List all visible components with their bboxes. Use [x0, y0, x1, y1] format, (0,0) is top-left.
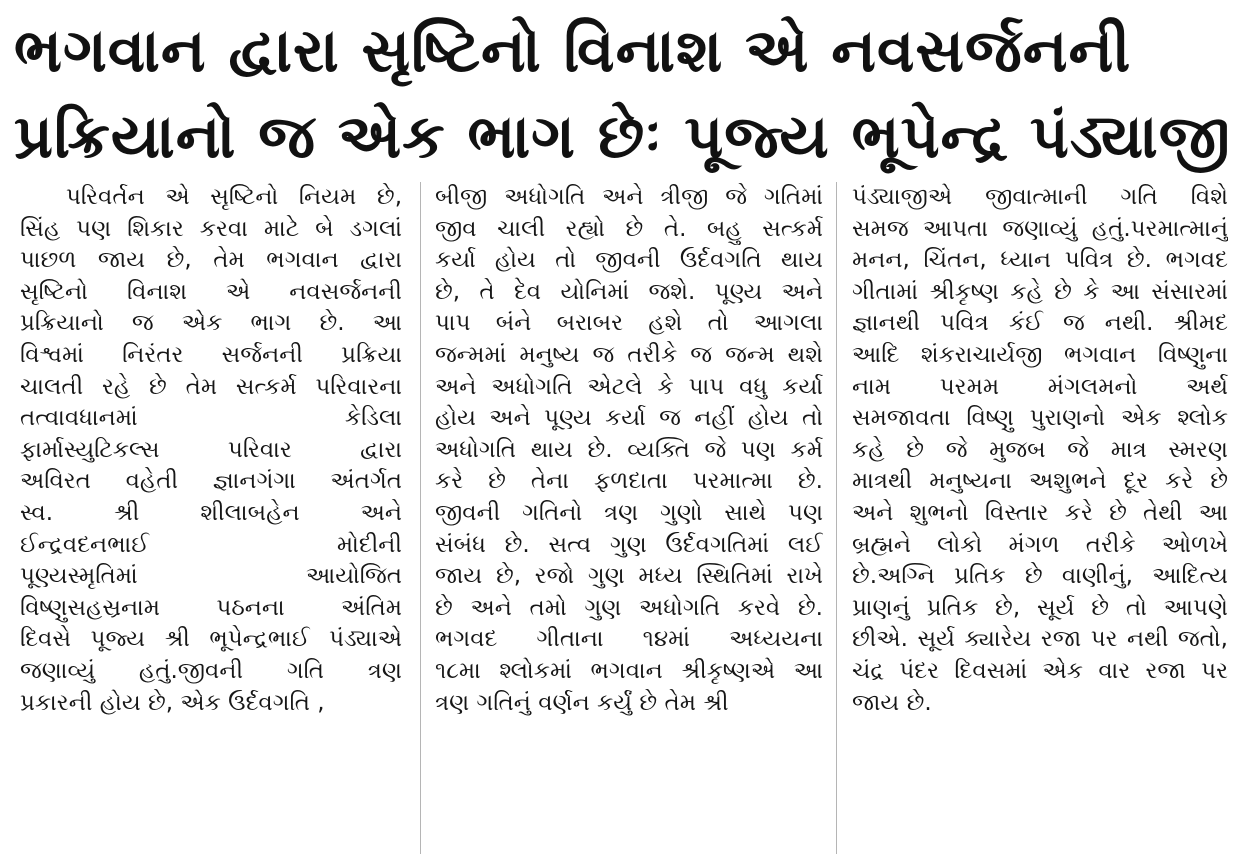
article-text-line: દિવસે પૂજ્ય શ્રી ભૂપેન્દ્રભાઈ પંડ્યાએ [20, 626, 402, 653]
article-text-line: પ્રકારની હોય છે, એક ઉર્દવગતિ , [20, 689, 325, 716]
article-text-line: ત્રણ ગતિનું વર્ણન કર્યું છે તેમ શ્રી [435, 689, 729, 716]
article-text-line: અને શુભનો વિસ્તાર કરે છે તેથી આ [852, 499, 1228, 526]
article-text-line: અવિરત વહેતી જ્ઞાનગંગા અંતર્ગત [20, 468, 402, 495]
article-text-line: જાય છે, રજો ગુણ મધ્ય સ્થિતિમાં રાખે [435, 563, 823, 590]
article-text-line: પ્રાણનું પ્રતિક છે, સૂર્ય છે તો આપણે [852, 594, 1228, 621]
article-body [20, 182, 1228, 854]
article-text-line: પ્રક્રિયાનો જ એક ભાગ છે. આ [20, 310, 402, 337]
article-text-line: સિંહ પણ શિકાર કરવા માટે બે ડગલાં [20, 215, 402, 242]
article-text-line: ફાર્માસ્યુટિકલ્સ પરિવાર દ્વારા [20, 436, 402, 463]
article-text-line: પરિવર્તન એ સૃષ્ટિનો નિયમ છે, [66, 184, 402, 210]
article-text-line: વિષ્ણુસહસ્રનામ પઠનના અંતિમ [20, 594, 402, 621]
article-text-line: સમજ આપતા જણાવ્યું હતું.પરમાત્માનું [852, 215, 1228, 242]
article-text-line: અધોગતિ થાય છે. વ્યક્તિ જે પણ કર્મ [435, 436, 823, 463]
article-text-line: હોય અને પૂણ્ય કર્યા જ નહીં હોય તો [435, 405, 823, 432]
article-text-line: પાછળ જાય છે, તેમ ભગવાન દ્વારા [20, 247, 402, 274]
article-text-line: જીવ ચાલી રહ્યો છે તે. બહુ સત્કર્મ [435, 215, 823, 242]
article-text-line: ચંદ્ર પંદર દિવસમાં એક વાર રજા પર [852, 657, 1228, 684]
article-text-line: વિશ્વમાં નિરંતર સર્જનની પ્રક્રિયા [20, 341, 402, 368]
article-text-line: તત્વાવધાનમાં કેડિલા [20, 405, 402, 432]
article-text-line: અને અધોગતિ એટલે કે પાપ વધુ કર્યા [435, 373, 823, 400]
article-text-line: બ્રહ્મને લોકો મંગળ તરીકે ઓળખે [852, 531, 1228, 558]
article-text-line: ઈન્દ્રવદનભાઈ મોદીની [20, 531, 402, 558]
article-text-line: કહે છે જે મુજબ જે માત્ર સ્મરણ [852, 436, 1228, 463]
article-text-line: સંબંધ છે. સત્વ ગુણ ઉર્દવગતિમાં લઈ [435, 531, 823, 558]
article-text-line: જણાવ્યું હતું.જીવની ગતિ ત્રણ [20, 657, 402, 684]
article-text-line: સ્વ. શ્રી શીલાબહેન અને [20, 499, 402, 526]
article-text-line: છીએ. સૂર્ય ક્યારેય રજા પર નથી જતો, [852, 626, 1228, 653]
article-text-line: છે.અગ્નિ પ્રતિક છે વાણીનું, આદિત્ય [852, 563, 1228, 590]
article-text-line: આદિ શંકરાચાર્યજી ભગવાન વિષ્ણુના [852, 341, 1228, 368]
article-text-line: છે, તે દેવ યોનિમાં જશે. પૂણ્ય અને [435, 278, 823, 305]
article-headline [14, 8, 1240, 180]
article-text-line: છે અને તમો ગુણ અધોગતિ કરવે છે. [435, 594, 823, 621]
article-column-1 [20, 182, 402, 854]
article-text-line: મનન, ચિંતન, ધ્યાન પવિત્ર છે. ભગવદ [852, 247, 1228, 274]
article-text-line: બીજી અધોગતિ અને ત્રીજી જે ગતિમાં [435, 184, 823, 210]
article-text-line: પાપ બંને બરાબર હશે તો આગલા [435, 310, 823, 337]
article-text-line: કર્યા હોય તો જીવની ઉર્દવગતિ થાય [435, 247, 823, 274]
article-text-line: જીવની ગતિનો ત્રણ ગુણો સાથે પણ [435, 499, 823, 526]
article-text-line: નામ પરમમ મંગલમનો અર્થ [852, 373, 1228, 400]
headline-line-1: ભગવાન દ્વારા સૃષ્ટિનો વિનાશ એ નવસર્જનની [14, 16, 1132, 86]
article-column-2 [435, 182, 823, 854]
article-text-line: જન્મમાં મનુષ્ય જ તરીકે જ જન્મ થશે [435, 341, 823, 368]
article-text-line: પંડ્યાજીએ જીવાત્માની ગતિ વિશે [852, 184, 1228, 210]
article-text-line: ચાલતી રહે છે તેમ સત્કર્મ પરિવારના [20, 373, 402, 400]
article-text-line: સૃષ્ટિનો વિનાશ એ નવસર્જનની [20, 278, 402, 305]
article-text-line: સમજાવતા વિષ્ણુ પુરાણનો એક શ્લોક [852, 405, 1228, 432]
article-text-line: પૂણ્યસ્મૃતિમાં આયોજિત [20, 563, 402, 590]
article-text-line: ૧૮મા શ્લોકમાં ભગવાન શ્રીકૃષ્ણએ આ [435, 657, 823, 684]
headline-line-2: પ્રક્રિયાનો જ એક ભાગ છેઃ પૂજ્ય ભૂપેન્દ્ર પંડ્યાજી [14, 102, 1231, 172]
article-text-line: ભગવદ ગીતાના ૧૪માં અધ્યયના [435, 626, 823, 653]
article-text-line: કરે છે તેના ફળદાતા પરમાત્મા છે. [435, 468, 823, 495]
article-column-3 [852, 182, 1228, 854]
article-text-line: ગીતામાં શ્રીકૃષ્ણ કહે છે કે આ સંસારમાં [852, 278, 1228, 305]
article-text-line: જાય છે. [852, 689, 932, 716]
article-text-line: માત્રથી મનુષ્યના અશુભને દૂર કરે છે [852, 468, 1228, 495]
article-text-line: જ્ઞાનથી પવિત્ર કંઈ જ નથી. શ્રીમદ [852, 310, 1228, 337]
